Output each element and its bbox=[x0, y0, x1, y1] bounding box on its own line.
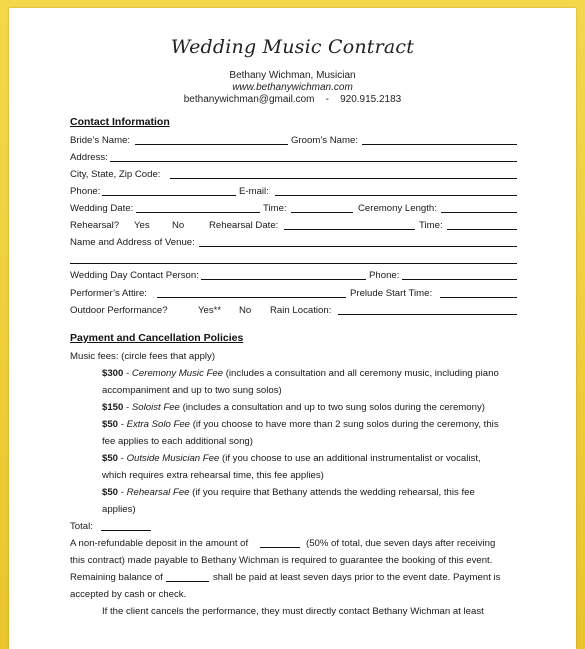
day-contact-label: Wedding Day Contact Person: bbox=[70, 270, 199, 281]
rehearsal-date-field[interactable] bbox=[284, 229, 415, 230]
fee-ceremony-name: Ceremony Music Fee bbox=[131, 368, 226, 379]
rehearsal-no-option[interactable]: No bbox=[172, 220, 185, 231]
phone-field[interactable] bbox=[102, 195, 236, 196]
fee-rehearsal-desc: (if you require that Bethany attends the wedding rehearsal, this fee bbox=[192, 487, 475, 498]
rehearsal-label: Rehearsal? bbox=[70, 220, 120, 231]
rehearsal-time-field[interactable] bbox=[447, 229, 517, 230]
address-label: Address: bbox=[70, 152, 108, 163]
fee-outside-musician-desc-cont: which requires extra rehearsal time, this fee applies) bbox=[102, 470, 324, 481]
musician-contact: bethanywichman@gmail.com - 920.915.2183 bbox=[183, 94, 402, 105]
fee-extra-solo-amount: $50 bbox=[102, 419, 119, 430]
venue-field[interactable] bbox=[199, 246, 517, 247]
venue-label: Name and Address of Venue: bbox=[70, 237, 195, 248]
email-field[interactable] bbox=[275, 195, 517, 196]
day-contact-field[interactable] bbox=[201, 279, 366, 280]
wedding-date-field[interactable] bbox=[136, 212, 260, 213]
total-label: Total: bbox=[70, 521, 93, 532]
attire-field[interactable] bbox=[157, 297, 346, 298]
fee-outside-musician-desc: (if you choose to use an additional instrumentalist or vocalist, bbox=[222, 453, 481, 464]
rehearsal-date-label: Rehearsal Date: bbox=[209, 220, 279, 231]
city-state-zip-label: City, State, Zip Code: bbox=[70, 169, 161, 180]
fee-outside-musician-name: Outside Musician Fee bbox=[126, 453, 223, 464]
phone-label: Phone: bbox=[70, 186, 101, 197]
musician-website: www.bethanywichman.com bbox=[232, 82, 353, 93]
fee-soloist-name: Soloist Fee bbox=[131, 402, 183, 413]
fee-soloist-amount: $150 bbox=[102, 402, 124, 413]
prelude-label: Prelude Start Time: bbox=[350, 288, 433, 299]
fee-ceremony-line: $300 - Ceremony Music Fee (includes a consultation and all ceremony music, including piano bbox=[102, 368, 499, 379]
fee-extra-solo-name: Extra Solo Fee bbox=[126, 419, 193, 430]
grooms-name-field[interactable] bbox=[362, 144, 517, 145]
fee-rehearsal-desc-cont: applies) bbox=[102, 504, 136, 515]
fee-ceremony-desc-cont: accompaniment and up to two sung solos) bbox=[102, 385, 282, 396]
grooms-name-label: Groom’s Name: bbox=[291, 135, 358, 146]
rain-location-field[interactable] bbox=[338, 314, 517, 315]
day-contact-phone-field[interactable] bbox=[402, 279, 517, 280]
fee-soloist-line: $150 - Soloist Fee (includes a consultation and up to two sung solos during the ceremony) bbox=[102, 402, 485, 413]
fee-extra-solo-line: $50 - Extra Solo Fee (if you choose to have more than 2 sung solos during the ceremony, this bbox=[102, 419, 499, 430]
city-state-zip-field[interactable] bbox=[170, 178, 517, 179]
document-page bbox=[9, 8, 576, 649]
document-title: Wedding Music Contract bbox=[170, 36, 415, 58]
fee-soloist-desc: (includes a consultation and up to two sung solos during the ceremony) bbox=[182, 402, 485, 413]
fee-ceremony-desc: (includes a consultation and all ceremony music, including piano bbox=[225, 368, 499, 379]
email-label: E-mail: bbox=[239, 186, 269, 197]
rain-location-label: Rain Location: bbox=[270, 305, 332, 316]
fee-rehearsal-name: Rehearsal Fee bbox=[126, 487, 193, 498]
fee-outside-musician-line: $50 - Outside Musician Fee (if you choose to use an additional instrumentalist or vocalist, bbox=[102, 453, 481, 464]
deposit-text-b: (50% of total, due seven days after receiving bbox=[306, 538, 496, 549]
ceremony-length-label: Ceremony Length: bbox=[358, 203, 437, 214]
outdoor-no-option[interactable]: No bbox=[239, 305, 252, 316]
venue-field-line-2[interactable] bbox=[70, 263, 517, 264]
rehearsal-yes-option[interactable]: Yes bbox=[134, 220, 150, 231]
balance-amount-field[interactable] bbox=[166, 581, 209, 582]
payment-heading: Payment and Cancellation Policies bbox=[70, 332, 244, 344]
brides-name-field[interactable] bbox=[135, 144, 288, 145]
address-field[interactable] bbox=[110, 161, 517, 162]
balance-text-a: Remaining balance of bbox=[70, 572, 163, 583]
contact-heading: Contact Information bbox=[70, 116, 170, 128]
fee-ceremony-amount: $300 bbox=[102, 368, 124, 379]
outdoor-label: Outdoor Performance? bbox=[70, 305, 168, 316]
wedding-date-label: Wedding Date: bbox=[70, 203, 134, 214]
day-contact-phone-label: Phone: bbox=[369, 270, 400, 281]
fees-intro: Music fees: (circle fees that apply) bbox=[70, 351, 216, 362]
fee-extra-solo-desc-cont: fee applies to each additional song) bbox=[102, 436, 253, 447]
total-field[interactable] bbox=[101, 530, 151, 531]
deposit-text-c: this contract) made payable to Bethany Wichman is required to guarantee the booking of this event. bbox=[70, 555, 493, 566]
fee-rehearsal-amount: $50 bbox=[102, 487, 119, 498]
fee-extra-solo-desc: (if you choose to have more than 2 sung solos during the ceremony, this bbox=[192, 419, 499, 430]
fee-outside-musician-amount: $50 bbox=[102, 453, 119, 464]
balance-text-b: shall be paid at least seven days prior to the event date. Payment is bbox=[213, 572, 501, 583]
deposit-amount-field[interactable] bbox=[260, 547, 300, 548]
deposit-text-a: A non-refundable deposit in the amount of bbox=[70, 538, 249, 549]
time-label: Time: bbox=[263, 203, 287, 214]
fee-rehearsal-line: $50 - Rehearsal Fee (if you require that Bethany attends the wedding rehearsal, this fee bbox=[102, 487, 475, 498]
cancellation-text: If the client cancels the performance, they must directly contact Bethany Wichman at least bbox=[102, 606, 484, 617]
time-field[interactable] bbox=[291, 212, 353, 213]
attire-label: Performer’s Attire: bbox=[70, 288, 147, 299]
musician-name: Bethany Wichman, Musician bbox=[229, 70, 356, 81]
ceremony-length-field[interactable] bbox=[441, 212, 517, 213]
brides-name-label: Bride’s Name: bbox=[70, 135, 131, 146]
balance-text-c: accepted by cash or check. bbox=[70, 589, 187, 600]
prelude-field[interactable] bbox=[440, 297, 517, 298]
outdoor-yes-option[interactable]: Yes** bbox=[198, 305, 222, 316]
rehearsal-time-label: Time: bbox=[419, 220, 443, 231]
